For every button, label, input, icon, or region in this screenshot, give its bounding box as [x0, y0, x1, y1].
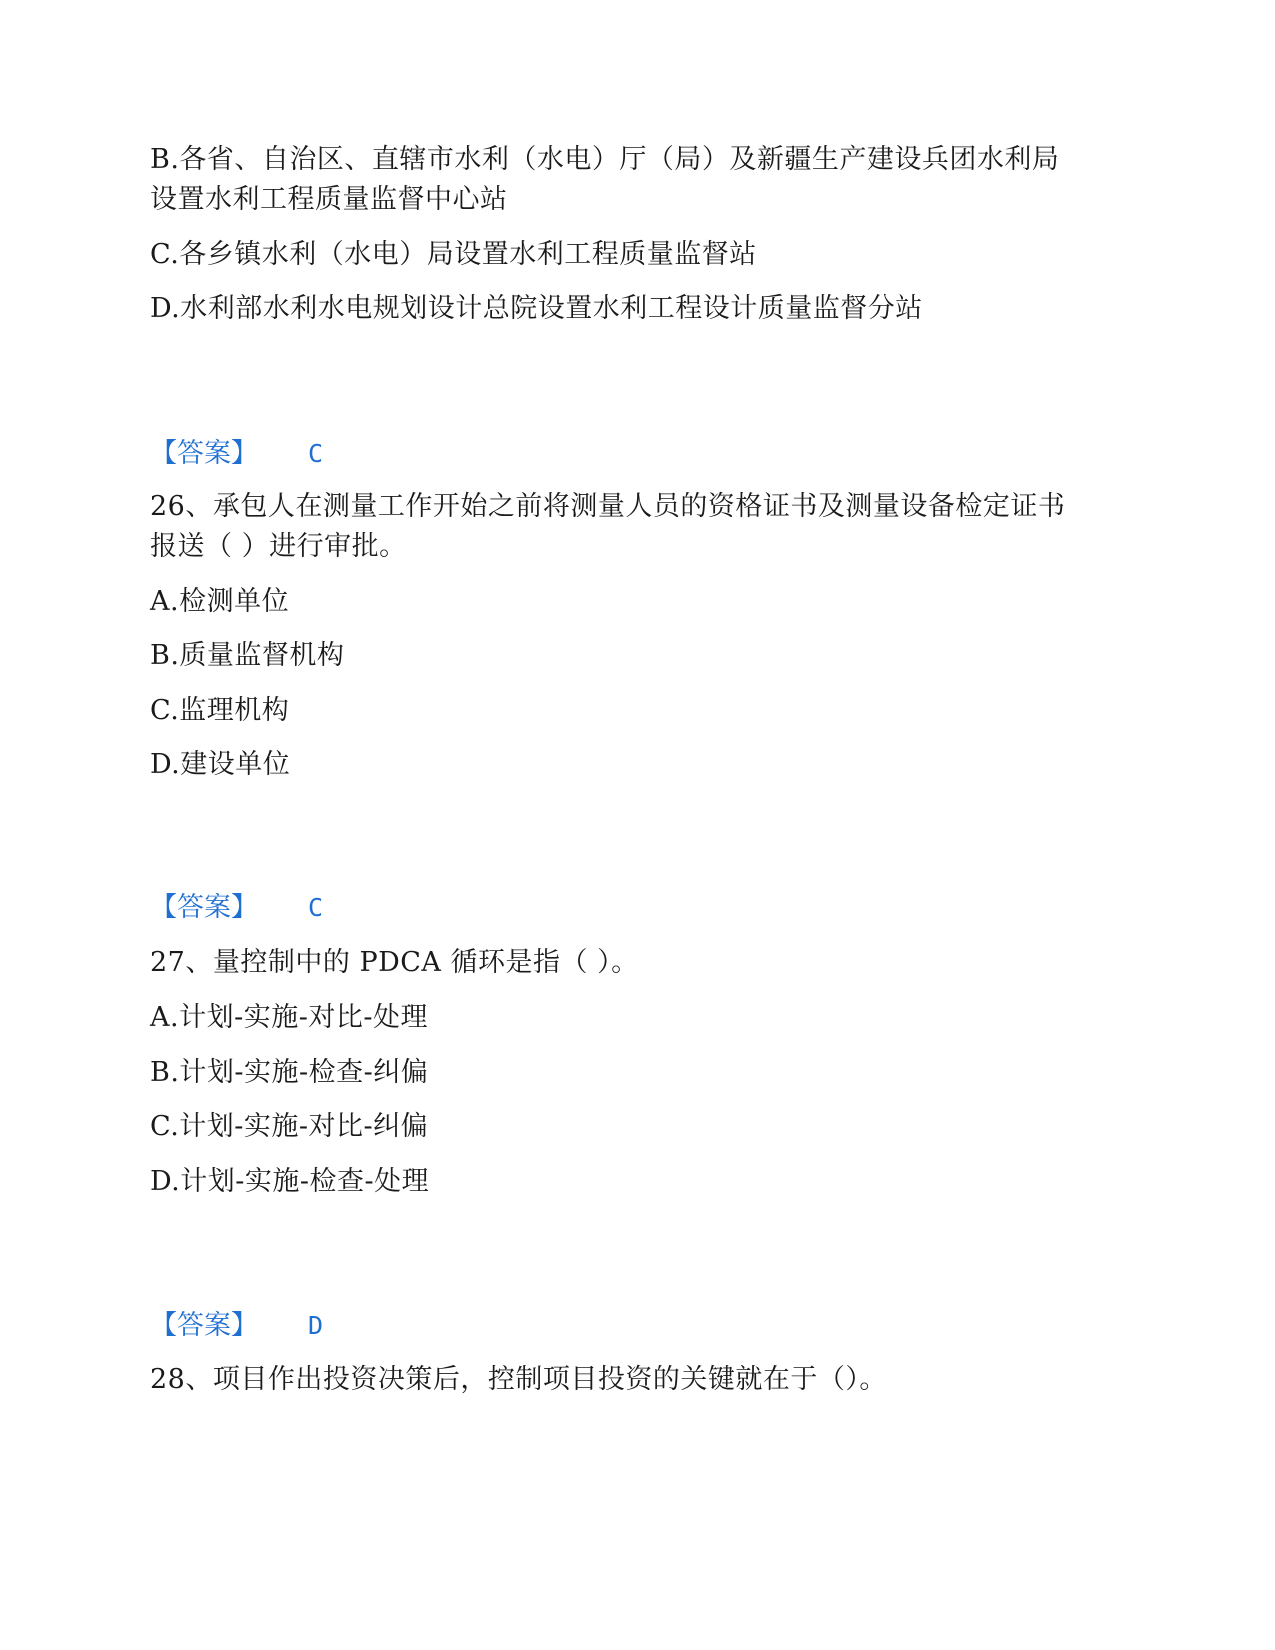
- q26-option-c: C.监理机构: [150, 695, 290, 726]
- q25-option-b-line2: 设置水利工程质量监督中心站: [150, 184, 508, 215]
- q27-option-c: C.计划-实施-对比-纠偏: [150, 1111, 429, 1142]
- answer-value: C: [308, 439, 324, 468]
- q25-option-c: C.各乡镇水利（水电）局设置水利工程质量监督站: [150, 239, 757, 270]
- q26-answer: [150, 888, 323, 928]
- answer-label: 【答案】: [150, 892, 258, 923]
- q25-option-d: D.水利部水利水电规划设计总院设置水利工程设计质量监督分站: [150, 293, 923, 324]
- q26-option-b: B.质量监督机构: [150, 640, 345, 671]
- q27-stem: 27、量控制中的 PDCA 循环是指（ ）。: [150, 947, 639, 978]
- q25-answer: [150, 434, 323, 474]
- q27-option-b: B.计划-实施-检查-纠偏: [150, 1057, 429, 1088]
- q26-stem-line2: 报送（ ）进行审批。: [150, 531, 407, 562]
- q26-option-d: D.建设单位: [150, 749, 291, 780]
- answer-label: 【答案】: [150, 438, 258, 469]
- answer-value: C: [308, 893, 324, 922]
- q27-option-a: A.计划-实施-对比-处理: [150, 1002, 428, 1033]
- q27-answer: [150, 1306, 323, 1346]
- answer-label: 【答案】: [150, 1310, 258, 1341]
- answer-value: D: [308, 1311, 324, 1340]
- q27-option-d: D.计划-实施-检查-处理: [150, 1166, 430, 1197]
- q28-stem: 28、项目作出投资决策后，控制项目投资的关键就在于（）。: [150, 1364, 887, 1395]
- q25-option-b-line1: B.各省、自治区、直辖市水利（水电）厅（局）及新疆生产建设兵团水利局: [150, 144, 1060, 175]
- q26-stem-line1: 26、承包人在测量工作开始之前将测量人员的资格证书及测量设备检定证书: [150, 491, 1066, 522]
- q26-option-a: A.检测单位: [150, 586, 290, 617]
